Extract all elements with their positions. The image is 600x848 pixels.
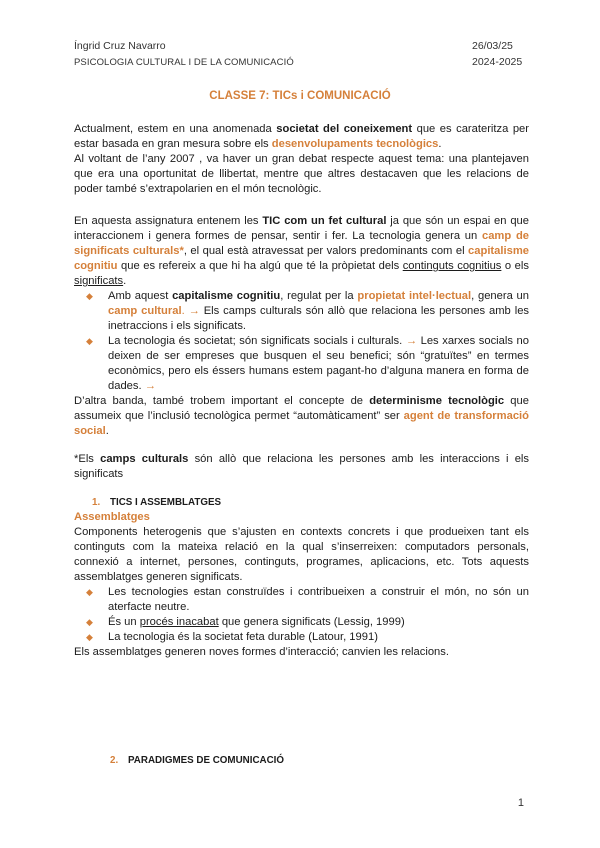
header-date: 26/03/25 (472, 40, 513, 52)
header-year: 2024-2025 (472, 56, 523, 68)
list-item: ◆ Amb aquest capitalisme cognitiu, regulat per la propietat intel·lectual, genera un camp cultural. → Els camps culturals són allò que relaciona les persones amb les inetraccions i els significats. (86, 290, 530, 332)
bullet-icon: ◆ (86, 336, 93, 346)
tic-paragraph: En aquesta assignatura entenem les TIC com un fet cultural ja que són un espai en que interaccionem i genera formes de pensar, sentir i fer. La tecnologia genera un camp de significats culturals*, el qual està atravessat per valors predominants com el capitalisme cognitiu que es refereix a que hi ha algú que té la pròpietat dels continguts cognitius o els significats. (74, 215, 530, 287)
intro-paragraph-1: Actualment, estem en una anomenada societat del coneixement que es carateritza per estar basada en gran mesura sobre els desenvolupaments tecnològics. (74, 123, 529, 150)
author-name: Íngrid Cruz Navarro (74, 40, 166, 52)
key-term: determinisme tecnològic (369, 395, 505, 407)
list-item: ◆ És un procés inacabat que genera significats (Lessig, 1999) (86, 616, 405, 628)
list-item: ◆ Les tecnologies estan construïdes i contribueixen a construir el món, no són un aterfacte neutre. (86, 586, 529, 613)
section-heading-1: 1. TICS I ASSEMBLATGES (92, 497, 222, 508)
page-title: CLASSE 7: TICs i COMUNICACIÓ (209, 90, 391, 102)
highlighted-term: capitalisme cognitiu (74, 245, 529, 272)
page-number: 1 (517, 797, 524, 809)
bullet-icon: ◆ (86, 617, 93, 627)
arrow-icon: → (144, 380, 156, 392)
bullet-icon: ◆ (86, 587, 93, 597)
underlined-term: significats (74, 275, 124, 287)
footnote-paragraph: *Els camps culturals són allò que relaciona les persones amb les interaccions i els significats (74, 453, 529, 480)
list-item: ◆ La tecnologia és la societat feta durable (Latour, 1991) (86, 631, 378, 643)
determinism-paragraph: D’altra banda, també trobem important el concepte de determinisme tecnològic que assumeix que l’inclusió tecnològica permet “automàticament” ser agent de transformació social. (74, 395, 529, 437)
subsection-title: Assemblatges (74, 511, 150, 523)
intro-paragraph-2: Al voltant de l’any 2007 , va haver un gran debat respecte aquest tema: una plantejaven que era una oportunitat de llibertat, mentre que altres destacaven que les relacions de poder també s’extrapolarien en el món tecnològic. (74, 153, 529, 195)
key-term: TIC com un fet cultural (262, 215, 387, 227)
key-term: camps culturals (100, 453, 189, 465)
highlighted-term: desenvolupaments tecnològics (271, 138, 439, 150)
document-body (74, 122, 529, 660)
underlined-term: continguts cognitius (402, 260, 502, 272)
list-item: ◆ La tecnologia és societat; són significats socials i culturals. → Les xarxes socials no deixen de ser empreses que busquen el seu benefici; són “gratuïtes” en termes econòmics, pero els éssers humans estem pagant-ho d’alguna manera en forma de dades. → (86, 335, 529, 392)
course-name: PSICOLOGIA CULTURAL I DE LA COMUNICACIÓ (74, 57, 294, 68)
closing-paragraph: Els assemblatges generen noves formes d’interacció; canvien les relacions. (74, 646, 449, 658)
key-term: societat del coneixement (276, 123, 413, 135)
arrow-icon: → (405, 335, 418, 347)
bullet-list-1 (74, 289, 529, 394)
bullet-icon: ◆ (86, 632, 93, 642)
bullet-icon: ◆ (86, 291, 93, 301)
bullet-list-2 (74, 585, 529, 645)
assemblatges-paragraph: Components heterogenis que s’ajusten en contexts concrets i que produeixen tant els continguts com la mateixa relació en la qual s’inserreixen: computadors personals, connexió a internet, persones, continguts, programes, aplicacions, etc. Tots aquests assemblatges generen significats. (74, 526, 529, 583)
section-heading-2: 2. PARADIGMES DE COMUNICACIÓ (110, 755, 285, 766)
highlighted-term: agent de transformació social (74, 410, 529, 437)
highlighted-term: camp de significats culturals* (74, 230, 530, 257)
underlined-term: procés inacabat (139, 616, 219, 628)
